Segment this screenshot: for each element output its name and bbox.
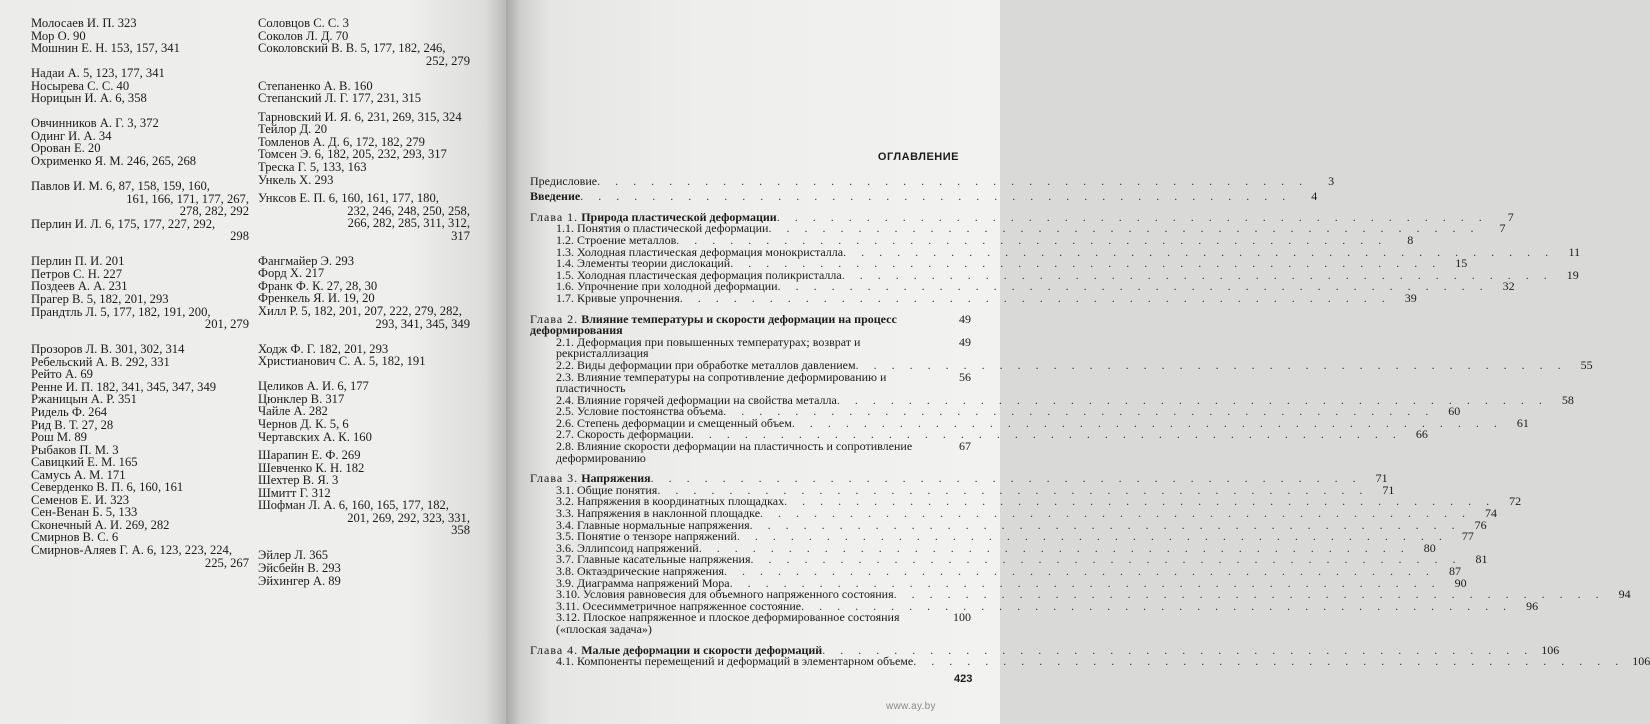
index-entry-name: Прагер В. 5, 182, 201, 293 [31,292,169,307]
section-title: 3.6. Эллипсоид напряжений [556,540,699,555]
toc-entry-title [556,369,945,396]
index-entry [258,92,470,105]
toc-page-number: 60 [1448,404,1461,419]
toc-leader-dots: . . . . . . . . . . . . . . . . . . . . . . . . . . . . . . . . . . . . . . . . [657,482,1369,497]
index-entry-pages: 252, 279 [425,53,470,68]
toc-leader-dots: . . . . . . . . . . . . . . . . . . . . . . . . . . . . . . . . . . . . . . . . [791,415,1503,430]
index-entry-name: Ребельский А. В. 292, 331 [31,354,170,369]
page-number: 423 [954,673,973,685]
toc-page-number: 15 [1455,256,1468,271]
index-entry-name: Петров С. Н. 227 [31,266,123,281]
toc-page-number: 76 [1474,517,1487,532]
index-entry [258,355,470,368]
section-title: 2.6. Степень деформации и смещенный объем [556,415,792,430]
index-entry-name: Сен-Венан Б. 5, 133 [31,505,138,520]
index-entry-name: Шарапин Е. Ф. 269 [258,448,361,463]
index-entry-name: Шмитт Г. 312 [258,485,331,500]
index-entry-name: Форд Х. 217 [258,266,325,281]
toc-entry-title [556,656,913,668]
index-entry-pages: 298 [230,229,249,244]
chapter-title: Природа пластической деформации [581,209,777,224]
index-entry-name: Эйлер Л. 365 [258,548,329,563]
index-entry-name: Чайле А. 282 [258,404,328,419]
toc-entry [530,290,1417,305]
index-entry-name: Соколов Л. Д. 70 [258,28,349,43]
index-entry [258,499,470,537]
index-entry-name: Одинг И. А. 34 [31,128,112,143]
toc-entry-title [530,173,598,188]
index-entry-name: Норицын И. А. 6, 358 [31,91,147,106]
index-column-1 [31,17,249,569]
index-entry-name: Орован Е. 20 [31,141,101,156]
index-entry-name: Рид В. Т. 27, 28 [31,417,114,432]
section-title: 2.8. Влияние скорости деформации на пластичность и сопротивление деформированию [556,439,913,465]
toc-page-number: 77 [1461,529,1474,544]
table-of-contents [530,151,1650,669]
index-entry-name: Мор О. 90 [31,28,86,43]
toc-leader-dots: . . . . . . . . . . . . . . . . . . . . . . . . . . . . . . . . . . . . . . . . [650,471,1362,486]
index-entry-name: Ренне И. П. 182, 341, 345, 347, 349 [31,379,217,394]
index-entry-name: Ридель Ф. 264 [31,404,108,419]
left-page-index [0,0,506,724]
index-entry [258,192,470,242]
index-entry-name: Степанский Л. Г. 177, 231, 315 [258,91,421,106]
index-entry [31,155,249,168]
toc-leader-dots: . . . . . . . . . . . . . . . . . . . . . . . . . . . . . . . . . . . . . . . . [730,256,1442,271]
toc-leader-dots: . . . . . . . . . . . . . . . . . . . . . . . . . . . . . . . . . . . . . . . . [736,529,1448,544]
toc-heading: ОГЛАВЛЕНИЕ [877,151,959,163]
index-entry [31,42,249,55]
toc-page-number: 56 [959,369,971,384]
index-entry-name: Эйхингер А. 89 [258,573,341,588]
toc-leader-dots: . . . . . . . . . . . . . . . . . . . . . . . . . . . . . . . . . . . . . . . . [913,654,1625,669]
index-entry [31,92,249,105]
index-entry-name: Чертавских А. К. 160 [258,429,372,444]
toc-leader-dots: . . . . . . . . . . . . . . . . . . . . . . . . . . . . . . . . . . . . . . . . [777,279,1489,294]
section-title: 1.1. Понятия о пластической деформации [556,221,769,236]
toc-page-number: 71 [1382,482,1395,497]
section-title: 3.3. Напряжения в наклонной площадке [556,506,761,521]
toc-front-matter-title: Введение [530,189,581,204]
toc-leader-dots: . . . . . . . . . . . . . . . . . . . . . . . . . . . . . . . . . . . . . . . . [855,357,1567,372]
toc-leader-dots: . . . . . . . . . . . . . . . . . . . . . . . . . . . . . . . . . . . . . . . . [843,244,1555,259]
toc-leader-dots: . . . . . . . . . . . . . . . . . . . . . . . . . . . . . . . . . . . . . . . . [760,506,1472,521]
toc-page-number: 94 [1618,587,1631,602]
toc-leader-dots: . . . . . . . . . . . . . . . . . . . . . . . . . . . . . . . . . . . . . . . . [776,209,1488,224]
section-title: 2.1. Деформация при повышенных температурах; возврат и рекристаллизация [556,334,861,361]
toc-page-number: 106 [1632,654,1650,669]
index-column-2 [258,17,470,587]
toc-leader-dots: . . . . . . . . . . . . . . . . . . . . . . . . . . . . . . . . . . . . . . . . [750,552,1462,567]
index-entry-name: Треска Г. 5, 133, 163 [258,160,367,175]
section-title: 4.1. Компоненты перемещений и деформаций в элементарном объеме [556,654,914,669]
index-entry-pages: 225, 267 [204,555,249,570]
section-title: 1.3. Холодная пластическая деформация монокристалла [556,244,844,259]
section-title: 3.9. Диаграмма напряжений Мора [556,575,730,590]
index-entry-name: Степаненко А. В. 160 [258,78,373,93]
index-entry-name: Соколовский В. В. 5, 177, 182, 246, [258,41,446,56]
toc-leader-dots: . . . . . . . . . . . . . . . . . . . . . . . . . . . . . . . . . . . . . . . . [836,392,1548,407]
index-entry-pages: 232, 246, 248, 250, 258, [347,203,470,218]
index-entry-name: Френкель Я. И. 19, 20 [258,291,375,306]
index-entry-name: Унксов Е. П. 6, 160, 161, 177, 180, [258,191,439,206]
toc-page-number: 100 [953,610,971,625]
toc-page-number: 80 [1423,540,1436,555]
section-title: 3.11. Осесимметричное напряженное состояние [556,598,802,613]
section-title: 2.4. Влияние горячей деформации на свойства металла [556,392,837,407]
toc-entry-title [530,311,945,338]
index-entry-name: Хилл Р. 5, 182, 201, 207, 222, 279, 282, [258,304,462,319]
index-entry-name: Охрименко Я. М. 246, 265, 268 [31,154,197,169]
toc-page-number: 49 [959,311,971,326]
index-entry-name: Смирнов-Аляев Г. А. 6, 123, 223, 224, [31,542,232,557]
index-entry-pages: 266, 282, 285, 311, 312, [347,216,470,231]
index-entry-name: Ункель Х. 293 [258,172,334,187]
section-title: 3.12. Плоское напряженное и плоское деформированное состояния («плоская задача») [556,610,900,636]
index-entry-name: Прозоров Л. В. 301, 302, 314 [31,342,185,357]
index-entry-name: Соловцов С. С. 3 [258,16,349,30]
toc-page-number: 72 [1509,494,1522,509]
toc-entry-title [556,441,945,464]
toc-entry-title [556,290,680,305]
toc-page-number: 3 [1328,173,1335,188]
index-entry-name: Павлов И. М. 6, 87, 158, 159, 160, [31,179,210,194]
index-entry [258,575,470,588]
toc-entry [530,189,1318,204]
section-title: 2.3. Влияние температуры на сопротивление деформированию и пластичность [556,369,887,396]
index-entry [31,218,249,243]
toc-body [530,173,1650,669]
index-entry [258,305,470,330]
index-entry-name: Носырева С. С. 40 [31,78,130,93]
toc-page-number: 19 [1566,267,1579,282]
toc-entry [530,311,971,338]
toc-leader-dots: . . . . . . . . . . . . . . . . . . . . . . . . . . . . . . . . . . . . . . . . [801,598,1513,613]
toc-leader-dots: . . . . . . . . . . . . . . . . . . . . . . . . . . . . . . . . . . . . . . . . [580,189,1292,204]
toc-leader-dots: . . . . . . . . . . . . . . . . . . . . . . . . . . . . . . . . . . . . . . . . [723,404,1435,419]
index-entry-name: Рыбаков П. М. 3 [31,442,119,457]
toc-page-number: 11 [1568,244,1581,259]
index-entry-pages: 161, 166, 171, 177, 267, [126,191,249,206]
index-entry-name: Поздеев А. А. 231 [31,279,128,294]
toc-leader-dots: . . . . . . . . . . . . . . . . . . . . . . . . . . . . . . . . . . . . . . . . [768,221,1480,236]
index-entry [258,42,470,67]
index-entry [31,306,249,331]
toc-entry-title [556,334,945,361]
toc-page-number: 106 [1541,642,1560,657]
toc-entry [530,441,971,464]
chapter-number: Глава 1. [530,209,579,224]
toc-page-number: 96 [1526,598,1539,613]
toc-page-number: 81 [1475,552,1488,567]
section-title: 3.5. Понятие о тензоре напряжений [556,529,737,544]
section-title: 1.2. Строение металлов [556,232,677,247]
section-title: 3.2. Напряжения в координатных площадках [556,494,785,509]
section-title: 1.6. Упрочнение при холодной деформации [556,279,778,294]
right-page-contents [506,0,1650,724]
toc-front-matter-title: Предисловие [530,173,598,188]
section-title: 3.4. Главные нормальные напряжения [556,517,750,532]
toc-page-number: 4 [1311,189,1318,204]
index-entry-name: Ржаницын А. Р. 351 [31,392,137,407]
toc-page-number: 7 [1507,209,1514,224]
index-entry-pages: 201, 279 [204,317,249,332]
index-entry-pages: 201, 269, 292, 323, 331, [347,510,470,525]
section-title: 1.4. Элементы теории дислокаций [556,256,731,271]
toc-page-number: 39 [1404,290,1417,305]
toc-page-number: 61 [1516,415,1529,430]
toc-page-number: 66 [1415,427,1428,442]
section-title: 2.5. Условие постоянства объема [556,404,724,419]
index-entry-name: Фангмайер Э. 293 [258,253,355,268]
toc-leader-dots: . . . . . . . . . . . . . . . . . . . . . . . . . . . . . . . . . . . . . . . . [690,427,1402,442]
index-entry-name: Чернов Д. К. 5, 6 [258,416,349,431]
index-entry [31,544,249,569]
index-entry-name: Овчинников А. Г. 3, 372 [31,116,159,131]
index-entry-name: Надаи А. 5, 123, 177, 341 [31,66,165,81]
index-entry-name: Мошнин Е. Н. 153, 157, 341 [31,41,180,56]
index-entry-name: Цюнклер В. 317 [258,391,345,406]
index-entry-name: Перлин И. Л. 6, 175, 177, 227, 292, [31,216,216,231]
index-entry-name: Тарновский И. Я. 6, 231, 269, 315, 324 [258,109,462,124]
index-entry-name: Ходж Ф. Г. 182, 201, 293 [258,341,389,356]
toc-leader-dots: . . . . . . . . . . . . . . . . . . . . . . . . . . . . . . . . . . . . . . . . [676,232,1388,247]
index-entry-name: Томленов А. Д. 6, 172, 182, 279 [258,134,425,149]
index-entry-pages: 278, 282, 292 [179,204,249,219]
index-entry-name: Перлин П. И. 201 [31,254,125,269]
index-entry-name: Франк Ф. К. 27, 28, 30 [258,278,378,293]
index-entry-name: Рош М. 89 [31,430,87,445]
watermark: www.ay.by [886,701,936,712]
toc-page-number: 58 [1561,392,1574,407]
index-entry-name: Целиков А. И. 6, 177 [258,379,369,394]
index-entry-pages: 358 [451,523,470,538]
index-entry-pages: 293, 341, 345, 349 [375,316,470,331]
toc-leader-dots: . . . . . . . . . . . . . . . . . . . . . . . . . . . . . . . . . . . . . . . . [698,540,1410,555]
index-entry-name: Прандтль Л. 5, 177, 182, 191, 200, [31,304,211,319]
section-title: 3.7. Главные касательные напряжения [556,552,751,567]
toc-page-number: 8 [1407,232,1414,247]
index-entry-name: Северденко В. П. 6, 160, 161 [31,480,184,495]
toc-page-number: 55 [1580,357,1593,372]
index-entry-name: Рейто А. 69 [31,367,93,382]
toc-entry [530,173,1335,188]
toc-page-number: 71 [1375,471,1388,486]
index-entry [31,180,249,218]
toc-page-number: 74 [1485,506,1498,521]
toc-entry [530,334,971,361]
index-entry-name: Самусь А. М. 171 [31,467,126,482]
index-entry-name: Тейлор Д. 20 [258,122,328,137]
index-entry-name: Томсен Э. 6, 182, 205, 232, 293, 317 [258,147,447,162]
toc-leader-dots: . . . . . . . . . . . . . . . . . . . . . . . . . . . . . . . . . . . . . . . . [597,173,1309,188]
chapter-title: Напряжения [581,471,651,486]
toc-entry [530,654,1650,669]
chapter-number: Глава 3. [530,471,579,486]
chapter-number: Глава 4. [530,642,579,657]
chapter-number: Глава 2. [530,311,579,326]
toc-page-number: 49 [959,334,971,349]
index-entry-name: Шехтер В. Я. 3 [258,473,339,488]
toc-leader-dots: . . . . . . . . . . . . . . . . . . . . . . . . . . . . . . . . . . . . . . . . [841,267,1553,282]
section-title: 2.7. Скорость деформации [556,427,691,442]
index-entry-name: Шевченко К. Н. 182 [258,460,365,475]
index-entry-pages: 317 [451,228,470,243]
section-title: 3.8. Октаэдрические напряжения [556,564,725,578]
section-title: 1.5. Холодная пластическая деформация поликристалла [556,267,842,282]
toc-entry-title [556,612,945,635]
toc-page-number: 67 [959,439,971,454]
section-title: 2.2. Виды деформации при обработке металлов давлением [556,357,856,372]
section-title: 3.1. Общие понятия [556,482,658,497]
toc-page-number: 7 [1499,221,1506,236]
toc-leader-dots: . . . . . . . . . . . . . . . . . . . . . . . . . . . . . . . . . . . . . . . . [749,517,1461,532]
toc-page-number: 32 [1502,279,1515,294]
index-entry-name: Молосаев И. П. 323 [31,16,137,30]
toc-entry-title [530,191,580,203]
toc-leader-dots: . . . . . . . . . . . . . . . . . . . . . . . . . . . . . . . . . . . . . . . . [784,494,1496,509]
toc-leader-dots: . . . . . . . . . . . . . . . . . . . . . . . . . . . . . . . . . . . . . . . . [724,564,1436,578]
toc-leader-dots: . . . . . . . . . . . . . . . . . . . . . . . . . . . . . . . . . . . . . . . . [729,575,1441,590]
chapter-title: Малые деформации и скорости деформаций [581,642,823,657]
index-entry-name: Сконечный А. И. 269, 282 [31,517,170,532]
toc-leader-dots: . . . . . . . . . . . . . . . . . . . . . . . . . . . . . . . . . . . . . . . . [893,587,1605,602]
toc-page-number: 87 [1449,564,1462,578]
index-entry-name: Эйсбейн В. 293 [258,560,341,575]
index-entry-name: Смирнов В. С. 6 [31,530,119,545]
toc-page-number: 90 [1454,575,1467,590]
index-entry-name: Христианович С. А. 5, 182, 191 [258,354,426,369]
index-entry [258,174,470,187]
index-entry-name: Шофман Л. А. 6, 160, 165, 177, 182, [258,498,449,513]
index-entry-name: Савицкий Е. М. 165 [31,455,138,470]
toc-leader-dots: . . . . . . . . . . . . . . . . . . . . . . . . . . . . . . . . . . . . . . . . [822,642,1534,657]
section-title: 1.7. Кривые упрочнения [556,290,680,305]
chapter-title: Влияние температуры и скорости деформации на процесс деформирования [530,311,897,338]
toc-entry [530,612,971,635]
index-entry-name: Семенов Е. И. 323 [31,492,130,507]
toc-entry [530,369,971,396]
toc-leader-dots: . . . . . . . . . . . . . . . . . . . . . . . . . . . . . . . . . . . . . . . . [679,290,1391,305]
section-title: 3.10. Условия равновесия для объемного напряженного состояния [556,587,894,602]
index-entry [258,431,470,444]
